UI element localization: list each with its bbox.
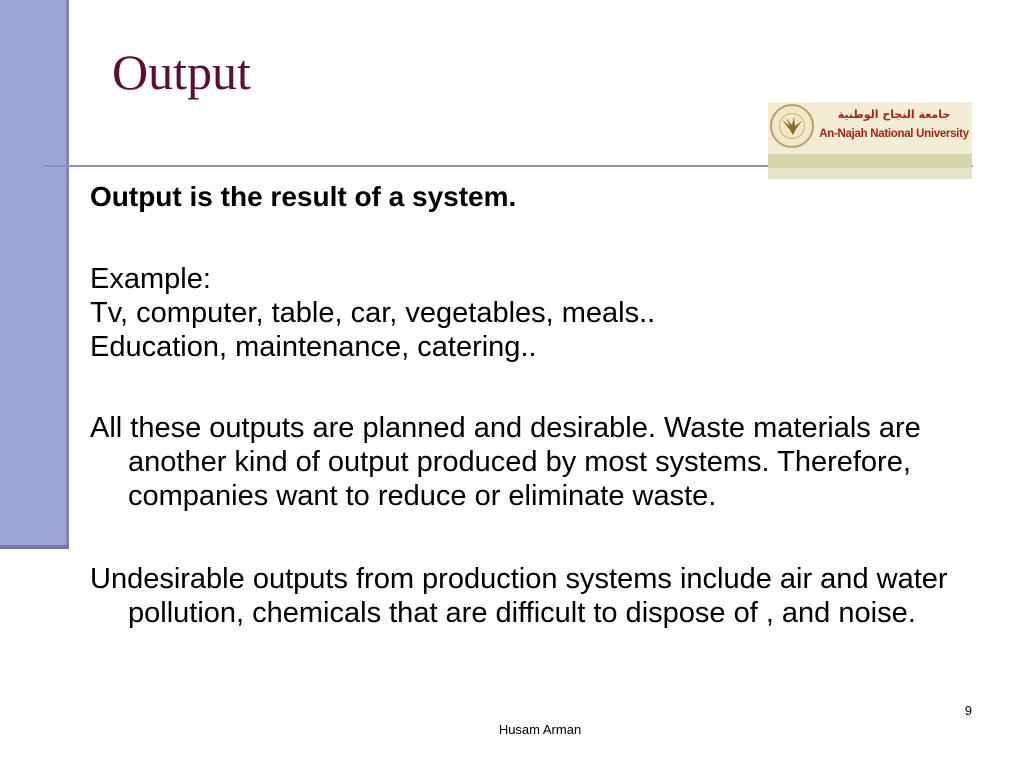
- planned-outputs-paragraph: All these outputs are planned and desirable. Waste materials are another kind of output produced by most systems. Therefore, companies want to reduce or eliminate waste.: [90, 412, 921, 512]
- eagle-icon: [772, 106, 812, 146]
- definition-text: Output is the result of a system.: [90, 181, 517, 212]
- logo-arabic-name: جامعة النجاح الوطنية: [837, 108, 951, 121]
- logo-band-top: [768, 154, 972, 168]
- example-services: Education, maintenance, catering..: [90, 331, 537, 363]
- logo-band-bottom: [768, 168, 972, 179]
- university-seal-icon: [770, 104, 814, 148]
- slide-body: [90, 180, 1000, 630]
- undesirable-outputs-paragraph: Undesirable outputs from production systems include air and water pollution, chemicals that are difficult to dispose of , and noise.: [90, 563, 948, 629]
- slide-title: Output: [112, 44, 251, 100]
- example-products: Tv, computer, table, car, vegetables, meals..: [90, 297, 656, 329]
- logo-english-name: An-Najah National University: [819, 128, 969, 140]
- page-number: 9: [964, 703, 972, 718]
- side-bar-bottom-edge: [0, 545, 69, 549]
- side-bar-decoration: [0, 0, 66, 545]
- example-label: Example:: [90, 263, 211, 295]
- side-bar-border: [66, 0, 69, 549]
- footer-author: Husam Arman: [498, 722, 582, 737]
